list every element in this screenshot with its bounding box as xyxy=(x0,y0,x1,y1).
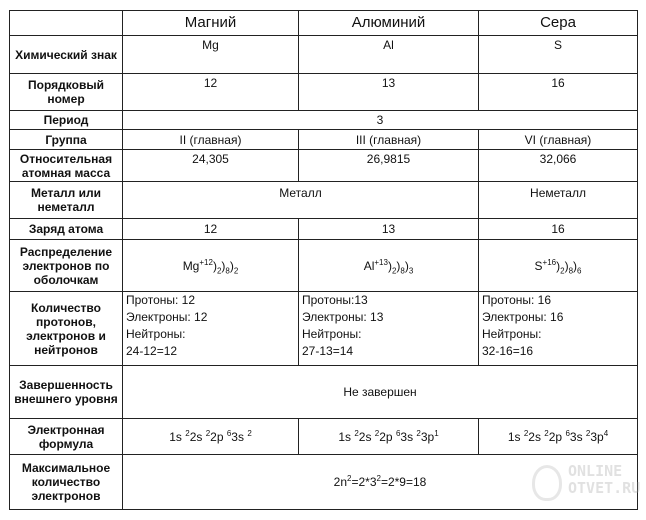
cell-al: 13 xyxy=(299,219,479,240)
cell-al-formula: 1s $^2$2s $^2$2p $^6$3s $^23p^1$ xyxy=(299,419,479,455)
row-period xyxy=(10,111,638,130)
header-aluminium: Алюминий xyxy=(299,11,479,36)
header-row xyxy=(10,11,638,36)
row-particles xyxy=(10,292,638,366)
cell-s: 16 xyxy=(479,74,638,111)
row-label: Период xyxy=(10,111,123,130)
row-completeness xyxy=(10,366,638,419)
cell-mg-distribution: $Mg^{+12})_2)_8)_2$ xyxy=(123,240,299,292)
row-max-electrons xyxy=(10,455,638,510)
cell-mg: Mg xyxy=(123,36,299,74)
row-label: Максимальное количество электронов xyxy=(10,455,123,510)
cell-mg: 12 xyxy=(123,219,299,240)
cell-metal: Металл xyxy=(123,182,479,219)
row-formula xyxy=(10,419,638,455)
cell-al: 26,9815 xyxy=(299,150,479,182)
row-mass xyxy=(10,150,638,182)
header-empty-cell xyxy=(10,11,123,36)
cell-mg: 12 xyxy=(123,74,299,111)
cell-mg-formula: 1s $^2$2s $^2$2p $^6$3s $^2$ xyxy=(123,419,299,455)
cell-s: 32,066 xyxy=(479,150,638,182)
cell-al: 13 xyxy=(299,74,479,111)
row-label: Металл или неметалл xyxy=(10,182,123,219)
cell-mg-particles: Протоны: 12 Электроны: 12 Нейтроны: 24-12=12 xyxy=(123,292,299,366)
row-label: Относительная атомная масса xyxy=(10,150,123,182)
row-symbol xyxy=(10,36,638,74)
row-group xyxy=(10,130,638,150)
row-distribution xyxy=(10,240,638,292)
cell-completeness: Не завершен xyxy=(123,366,638,419)
cell-s: VI (главная) xyxy=(479,130,638,150)
row-metal xyxy=(10,182,638,219)
watermark-text: ONLINE OTVET.RU xyxy=(568,462,641,497)
row-label: Завершенность внешнего уровня xyxy=(10,366,123,419)
cell-mg: 24,305 xyxy=(123,150,299,182)
row-label: Электронная формула xyxy=(10,419,123,455)
cell-s: 16 xyxy=(479,219,638,240)
row-number xyxy=(10,74,638,111)
header-sulfur: Сера xyxy=(479,11,638,36)
row-label: Порядковый номер xyxy=(10,74,123,111)
cell-mg: II (главная) xyxy=(123,130,299,150)
cell-nonmetal: Неметалл xyxy=(479,182,638,219)
row-label: Группа xyxy=(10,130,123,150)
cell-al-particles: Протоны:13 Электроны: 13 Нейтроны: 27-13=14 xyxy=(299,292,479,366)
cell-s-particles: Протоны: 16 Электроны: 16 Нейтроны: 32-16=16 xyxy=(479,292,638,366)
cell-al: Al xyxy=(299,36,479,74)
cell-max-electrons: $2n^2=2*3^2=2*9=18$ xyxy=(123,455,638,510)
cell-s-distribution: $S^{+16})_2)_8)_6$ xyxy=(479,240,638,292)
cell-al: III (главная) xyxy=(299,130,479,150)
header-magnesium: Магний xyxy=(123,11,299,36)
cell-s-formula: 1s $^2$2s $^2$2p $^6$3s $^23p^4$ xyxy=(479,419,638,455)
cell-al-distribution: $Al^{+13})_2)_8)_3$ xyxy=(299,240,479,292)
cell-period: 3 xyxy=(123,111,638,130)
row-charge xyxy=(10,219,638,240)
row-label: Химический знак xyxy=(10,36,123,74)
row-label: Количество протонов, электронов и нейтронов xyxy=(10,292,123,366)
row-label: Заряд атома xyxy=(10,219,123,240)
cell-s: S xyxy=(479,36,638,74)
elements-table xyxy=(9,10,641,510)
row-label: Распределение электронов по оболочкам xyxy=(10,240,123,292)
